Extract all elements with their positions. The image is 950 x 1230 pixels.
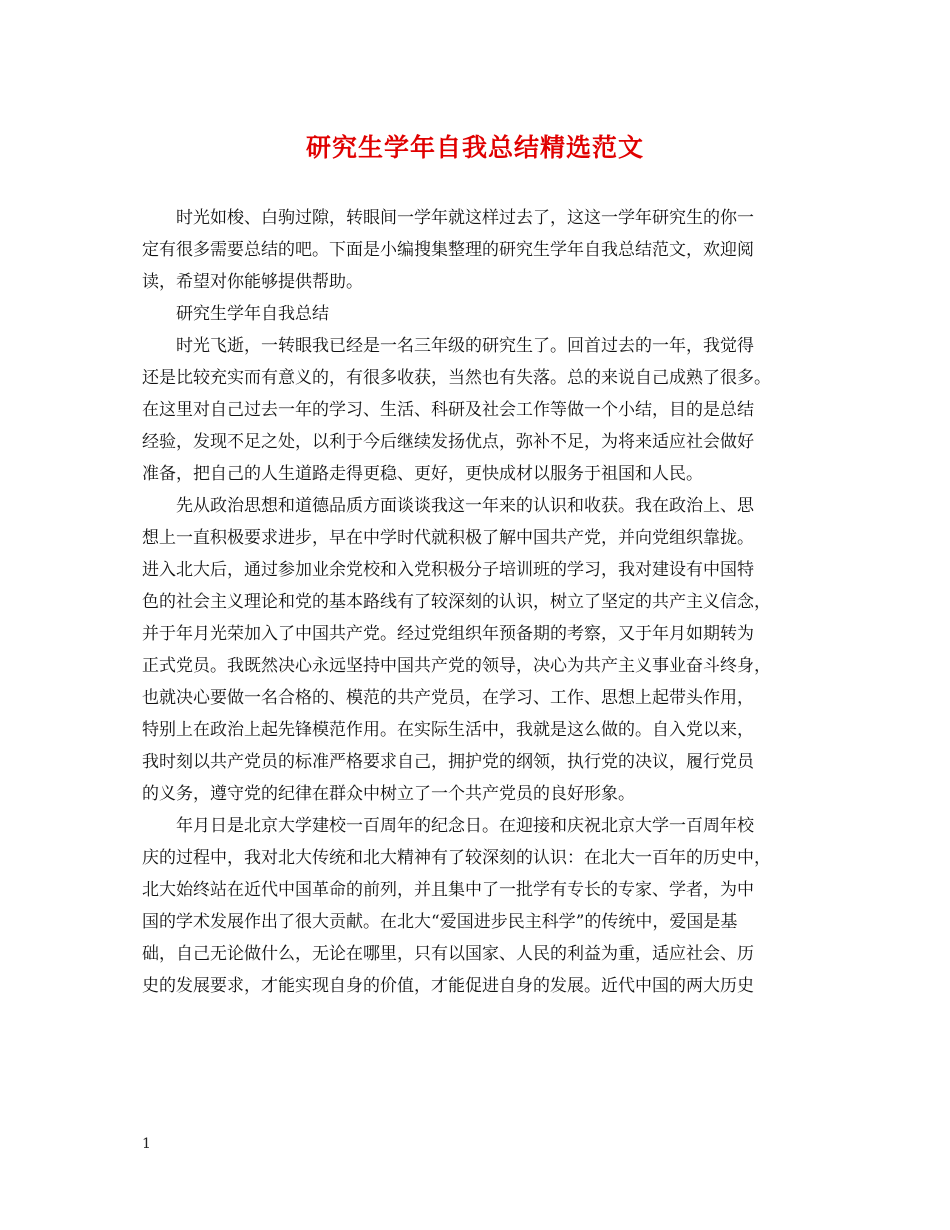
text-line: 北大始终站在近代中国革命的前列，并且集中了一批学有专长的专家、学者，为中	[142, 880, 754, 900]
text-line: 年月日是北京大学建校一百周年的纪念日。在迎接和庆祝北京大学一百周年校	[176, 816, 754, 836]
text-line: 正式党员。我既然决心永远坚持中国共产党的领导，决心为共产主义事业奋斗终身，	[142, 656, 771, 676]
text-line: 研究生学年自我总结	[176, 304, 329, 324]
text-line: 础，自己无论做什么，无论在哪里，只有以国家、人民的利益为重，适应社会、历	[142, 944, 754, 964]
text-line: 还是比较充实而有意义的，有很多收获，当然也有失落。总的来说自己成熟了很多。	[142, 368, 771, 388]
text-line: 庆的过程中，我对北大传统和北大精神有了较深刻的认识：在北大一百年的历史中，	[142, 848, 771, 868]
text-line: 色的社会主义理论和党的基本路线有了较深刻的认识，树立了坚定的共产主义信念，	[142, 592, 771, 612]
text-line: 我时刻以共产党员的标准严格要求自己，拥护党的纲领，执行党的决议，履行党员	[142, 752, 754, 772]
page-number: 1	[142, 1136, 151, 1152]
text-line: 读，希望对你能够提供帮助。	[142, 272, 363, 292]
text-line: 的义务，遵守党的纪律在群众中树立了一个共产党员的良好形象。	[142, 784, 635, 804]
text-line: 也就决心要做一名合格的、模范的共产党员，在学习、工作、思想上起带头作用，	[142, 688, 754, 708]
text-line: 时光如梭、白驹过隙，转眼间一学年就这样过去了，这这一学年研究生的你一	[176, 208, 754, 228]
text-line: 进入北大后，通过参加业余党校和入党积极分子培训班的学习，我对建设有中国特	[142, 560, 754, 580]
text-line: 准备，把自己的人生道路走得更稳、更好，更快成材以服务于祖国和人民。	[142, 464, 703, 484]
text-line: 在这里对自己过去一年的学习、生活、科研及社会工作等做一个小结，目的是总结	[142, 400, 754, 420]
text-line: 特别上在政治上起先锋模范作用。在实际生活中，我就是这么做的。自入党以来，	[142, 720, 754, 740]
text-line: 并于年月光荣加入了中国共产党。经过党组织年预备期的考察，又于年月如期转为	[142, 624, 754, 644]
text-line: 经验，发现不足之处，以利于今后继续发扬优点，弥补不足，为将来适应社会做好	[142, 432, 754, 452]
text-line: 国的学术发展作出了很大贡献。在北大“爱国进步民主科学”的传统中，爱国是基	[142, 912, 738, 932]
page-title: 研究生学年自我总结精选范文	[305, 133, 644, 162]
text-line: 史的发展要求，才能实现自身的价值，才能促进自身的发展。近代中国的两大历史	[142, 976, 754, 996]
text-line: 先从政治思想和道德品质方面谈谈我这一年来的认识和收获。我在政治上、思	[176, 496, 754, 516]
text-line: 定有很多需要总结的吧。下面是小编搜集整理的研究生学年自我总结范文，欢迎阅	[142, 240, 754, 260]
text-line: 时光飞逝，一转眼我已经是一名三年级的研究生了。回首过去的一年，我觉得	[176, 336, 754, 356]
document-body	[142, 202, 812, 1002]
text-line: 想上一直积极要求进步，早在中学时代就积极了解中国共产党，并向党组织靠拢。	[142, 528, 754, 548]
